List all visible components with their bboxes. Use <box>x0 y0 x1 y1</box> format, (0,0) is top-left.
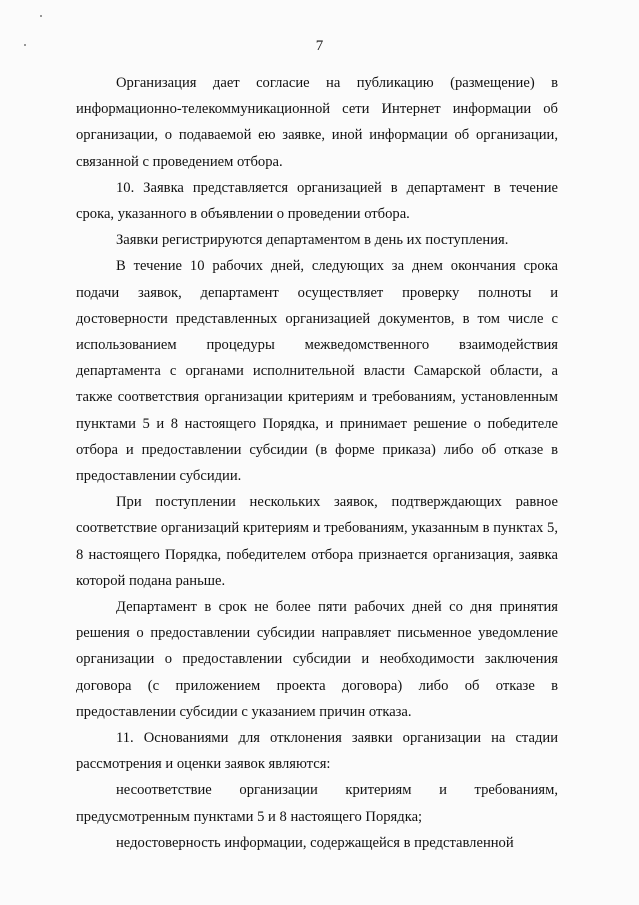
page-number: 7 <box>315 38 324 54</box>
paragraph: Департамент в срок не более пяти рабочих дней со дня принятия решения о предоставлении субсидии направляет письменное уведомление организации о предоставлении субсидии и необходимости заключения договора (с приложением проекта договора) либо об отказе в предоставлении субсидии с указанием причин отказа. <box>76 599 558 720</box>
paragraph: При поступлении нескольких заявок, подтверждающих равное соответствие организаций критериям и требованиям, указанным в пунктах 5, 8 настоящего Порядка, победителем отбора признается организация, заявка которой подана раньше. <box>76 494 558 589</box>
paragraph: Заявки регистрируются департаментом в день их поступления. <box>116 232 509 249</box>
paragraph: Организация дает согласие на публикацию (размещение) в информационно-телекоммуникационной сети Интернет информации об организации, о подаваемой ею заявке, иной информации об организации, связанной с проведением отбора. <box>76 75 558 170</box>
paragraph: недостоверность информации, содержащейся в представленной <box>116 834 514 851</box>
paragraph: 10. Заявка представляется организацией в департамент в течение срока, указанного в объявлении о проведении отбора. <box>76 179 558 223</box>
paragraph: несоответствие организации критериям и требованиям, предусмотренным пунктами 5 и 8 настоящего Порядка; <box>76 782 558 825</box>
scan-speck <box>40 15 42 17</box>
paragraph: В течение 10 рабочих дней, следующих за днем окончания срока подачи заявок, департамент осуществляет проверку полноты и достоверности представленных организацией документов, в том числе с использованием процедуры межведомственного взаимодействия департамента с органами исполнительной власти Самарской области, а также соответствия организации критериям и требованиям, установленным пунктами 5 и 8 настоящего Порядка, и принимает решение о победителе отбора и предоставлении субсидии (в форме приказа) либо об отказе в предоставлении субсидии. <box>76 258 558 485</box>
paragraph: 11. Основаниями для отклонения заявки организации на стадии рассмотрения и оценки заявок являются: <box>76 730 558 773</box>
document-body <box>76 70 558 856</box>
